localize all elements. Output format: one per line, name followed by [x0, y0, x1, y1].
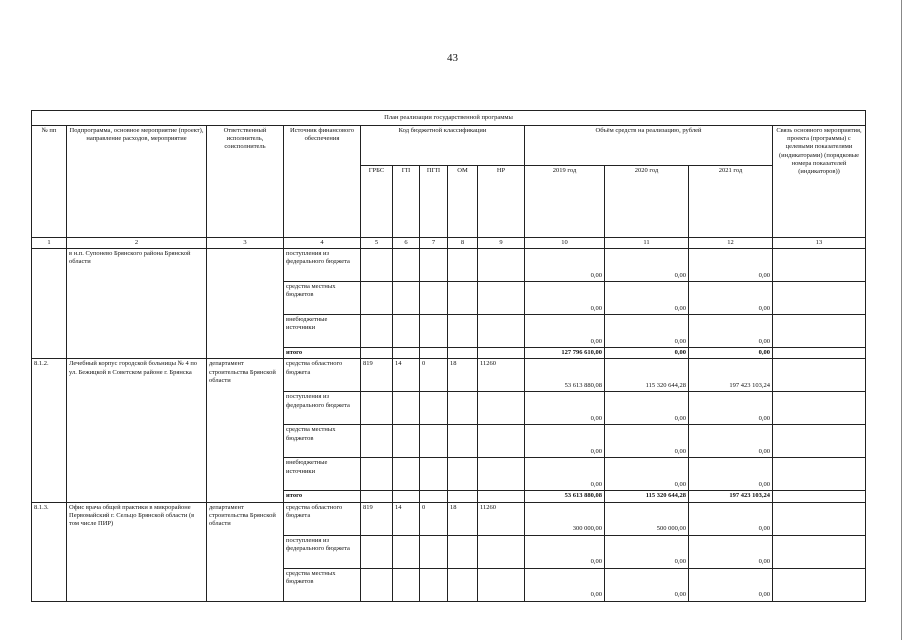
code-gp: [393, 348, 420, 359]
funding-source: поступления из федерального бюджета: [284, 535, 361, 568]
table-row: [32, 249, 866, 282]
amount-2020: 115 320 644,28: [605, 359, 689, 392]
header-name: Подпрограмма, основное мероприятие (проект), направление расходов, мероприятие: [67, 126, 207, 238]
amount-2021: 0,00: [689, 425, 773, 458]
column-number: 8: [448, 238, 478, 249]
code-om: [448, 458, 478, 491]
plan-table: [31, 110, 866, 602]
page-number: 43: [447, 52, 458, 64]
link-indicators: [773, 535, 866, 568]
amount-2019: 127 796 610,00: [525, 348, 605, 359]
code-pgp: [420, 458, 448, 491]
column-number: 7: [420, 238, 448, 249]
code-grbs: [361, 315, 393, 348]
code-om: [448, 348, 478, 359]
column-number: 12: [689, 238, 773, 249]
table-row: [32, 502, 866, 535]
amount-2020: 0,00: [605, 568, 689, 601]
code-nr: [478, 249, 525, 282]
code-nr: [478, 348, 525, 359]
column-number: 1: [32, 238, 67, 249]
funding-source: внебюджетные источники: [284, 315, 361, 348]
table-row: [32, 359, 866, 392]
amount-2020: 0,00: [605, 348, 689, 359]
funding-source: поступления из федерального бюджета: [284, 392, 361, 425]
page-edge-line: [901, 0, 902, 640]
header-gp: ГП: [393, 166, 420, 238]
amount-2021: 0,00: [689, 535, 773, 568]
title-row: [32, 111, 866, 126]
code-pgp: [420, 392, 448, 425]
amount-2020: 115 320 644,28: [605, 491, 689, 502]
amount-2019: 53 613 880,08: [525, 359, 605, 392]
item-executor: департамент строительства Брянской области: [207, 359, 284, 502]
code-pgp: [420, 315, 448, 348]
item-name: в н.п. Супонево Брянского района Брянской области: [67, 249, 207, 359]
code-gp: [393, 249, 420, 282]
code-grbs: [361, 491, 393, 502]
code-gp: [393, 535, 420, 568]
header-link: Связь основного мероприятия, проекта (программы) с целевыми показателями (индикаторами) (порядковые номера показателей (индикаторов)): [773, 126, 866, 238]
funding-source: итого: [284, 491, 361, 502]
column-number: 5: [361, 238, 393, 249]
code-pgp: [420, 491, 448, 502]
amount-2021: 0,00: [689, 392, 773, 425]
header-om: ОМ: [448, 166, 478, 238]
amount-2021: 197 423 103,24: [689, 491, 773, 502]
amount-2020: 0,00: [605, 425, 689, 458]
column-number: 10: [525, 238, 605, 249]
item-executor: департамент строительства Брянской области: [207, 502, 284, 601]
item-executor: [207, 249, 284, 359]
code-gp: [393, 282, 420, 315]
link-indicators: [773, 568, 866, 601]
code-gp: [393, 491, 420, 502]
amount-2021: 0,00: [689, 249, 773, 282]
funding-source: средства местных бюджетов: [284, 568, 361, 601]
code-pgp: [420, 535, 448, 568]
code-pgp: [420, 282, 448, 315]
header-2020: 2020 год: [605, 166, 689, 238]
amount-2019: 0,00: [525, 392, 605, 425]
header-funds: Объём средств на реализацию, рублей: [525, 126, 773, 166]
code-pgp: [420, 348, 448, 359]
code-grbs: [361, 535, 393, 568]
code-nr: [478, 568, 525, 601]
column-number: 13: [773, 238, 866, 249]
item-number: [32, 249, 67, 359]
amount-2019: 0,00: [525, 282, 605, 315]
amount-2019: 0,00: [525, 568, 605, 601]
code-nr: [478, 392, 525, 425]
funding-source: средства местных бюджетов: [284, 425, 361, 458]
column-number: 4: [284, 238, 361, 249]
code-pgp: [420, 568, 448, 601]
code-gp: [393, 315, 420, 348]
header-nr: НР: [478, 166, 525, 238]
code-gp: 14: [393, 359, 420, 392]
code-om: [448, 491, 478, 502]
code-om: [448, 535, 478, 568]
item-number: 8.1.3.: [32, 502, 67, 601]
funding-source: поступления из федерального бюджета: [284, 249, 361, 282]
code-om: [448, 282, 478, 315]
code-grbs: [361, 458, 393, 491]
code-nr: [478, 425, 525, 458]
funding-source: средства областного бюджета: [284, 502, 361, 535]
code-om: 18: [448, 502, 478, 535]
link-indicators: [773, 425, 866, 458]
amount-2021: 0,00: [689, 315, 773, 348]
code-pgp: [420, 249, 448, 282]
amount-2019: 0,00: [525, 425, 605, 458]
amount-2019: 53 613 880,08: [525, 491, 605, 502]
header-executor: Ответственный исполнитель, соисполнитель: [207, 126, 284, 238]
code-nr: [478, 315, 525, 348]
column-number-row: [32, 238, 866, 249]
link-indicators: [773, 282, 866, 315]
table-title: План реализации государственной программы: [32, 111, 866, 126]
code-om: [448, 568, 478, 601]
column-number: 6: [393, 238, 420, 249]
code-grbs: 819: [361, 359, 393, 392]
link-indicators: [773, 359, 866, 392]
funding-source: итого: [284, 348, 361, 359]
amount-2021: 0,00: [689, 282, 773, 315]
code-gp: [393, 392, 420, 425]
amount-2021: 0,00: [689, 502, 773, 535]
code-om: [448, 315, 478, 348]
header-grbs: ГРБС: [361, 166, 393, 238]
amount-2019: 0,00: [525, 458, 605, 491]
amount-2020: 0,00: [605, 458, 689, 491]
column-number: 2: [67, 238, 207, 249]
code-grbs: [361, 425, 393, 458]
link-indicators: [773, 315, 866, 348]
header-source: Источник финансового обеспечения: [284, 126, 361, 238]
amount-2020: 0,00: [605, 392, 689, 425]
code-grbs: [361, 282, 393, 315]
code-nr: [478, 282, 525, 315]
funding-source: средства местных бюджетов: [284, 282, 361, 315]
code-om: [448, 249, 478, 282]
code-nr: 11260: [478, 359, 525, 392]
header-row-1: [32, 126, 866, 166]
code-nr: [478, 491, 525, 502]
amount-2019: 0,00: [525, 535, 605, 568]
code-om: 18: [448, 359, 478, 392]
amount-2021: 0,00: [689, 568, 773, 601]
funding-source: внебюджетные источники: [284, 458, 361, 491]
code-gp: [393, 568, 420, 601]
link-indicators: [773, 491, 866, 502]
code-om: [448, 425, 478, 458]
code-grbs: [361, 348, 393, 359]
code-grbs: 819: [361, 502, 393, 535]
link-indicators: [773, 348, 866, 359]
code-pgp: 0: [420, 359, 448, 392]
item-name: Лечебный корпус городской больницы № 4 по ул. Бежицкой в Советском районе г. Брянска: [67, 359, 207, 502]
link-indicators: [773, 458, 866, 491]
amount-2021: 0,00: [689, 458, 773, 491]
item-number: 8.1.2.: [32, 359, 67, 502]
link-indicators: [773, 502, 866, 535]
code-pgp: 0: [420, 502, 448, 535]
funding-source: средства областного бюджета: [284, 359, 361, 392]
code-nr: 11260: [478, 502, 525, 535]
amount-2020: 500 000,00: [605, 502, 689, 535]
amount-2021: 0,00: [689, 348, 773, 359]
code-gp: [393, 458, 420, 491]
code-pgp: [420, 425, 448, 458]
code-grbs: [361, 392, 393, 425]
amount-2020: 0,00: [605, 315, 689, 348]
column-number: 3: [207, 238, 284, 249]
code-grbs: [361, 568, 393, 601]
code-nr: [478, 535, 525, 568]
link-indicators: [773, 392, 866, 425]
code-gp: [393, 425, 420, 458]
header-no: № пп: [32, 126, 67, 238]
header-budget-code: Код бюджетной классификации: [361, 126, 525, 166]
amount-2020: 0,00: [605, 249, 689, 282]
amount-2019: 0,00: [525, 249, 605, 282]
column-number: 11: [605, 238, 689, 249]
item-name: Офис врача общей практики в микрорайоне Первомайский г. Сельцо Брянской области (в том числе ПИР): [67, 502, 207, 601]
link-indicators: [773, 249, 866, 282]
header-pgp: ПГП: [420, 166, 448, 238]
amount-2020: 0,00: [605, 535, 689, 568]
column-number: 9: [478, 238, 525, 249]
code-grbs: [361, 249, 393, 282]
header-2019: 2019 год: [525, 166, 605, 238]
header-2021: 2021 год: [689, 166, 773, 238]
amount-2019: 0,00: [525, 315, 605, 348]
code-nr: [478, 458, 525, 491]
code-gp: 14: [393, 502, 420, 535]
amount-2021: 197 423 103,24: [689, 359, 773, 392]
amount-2020: 0,00: [605, 282, 689, 315]
code-om: [448, 392, 478, 425]
amount-2019: 300 000,00: [525, 502, 605, 535]
